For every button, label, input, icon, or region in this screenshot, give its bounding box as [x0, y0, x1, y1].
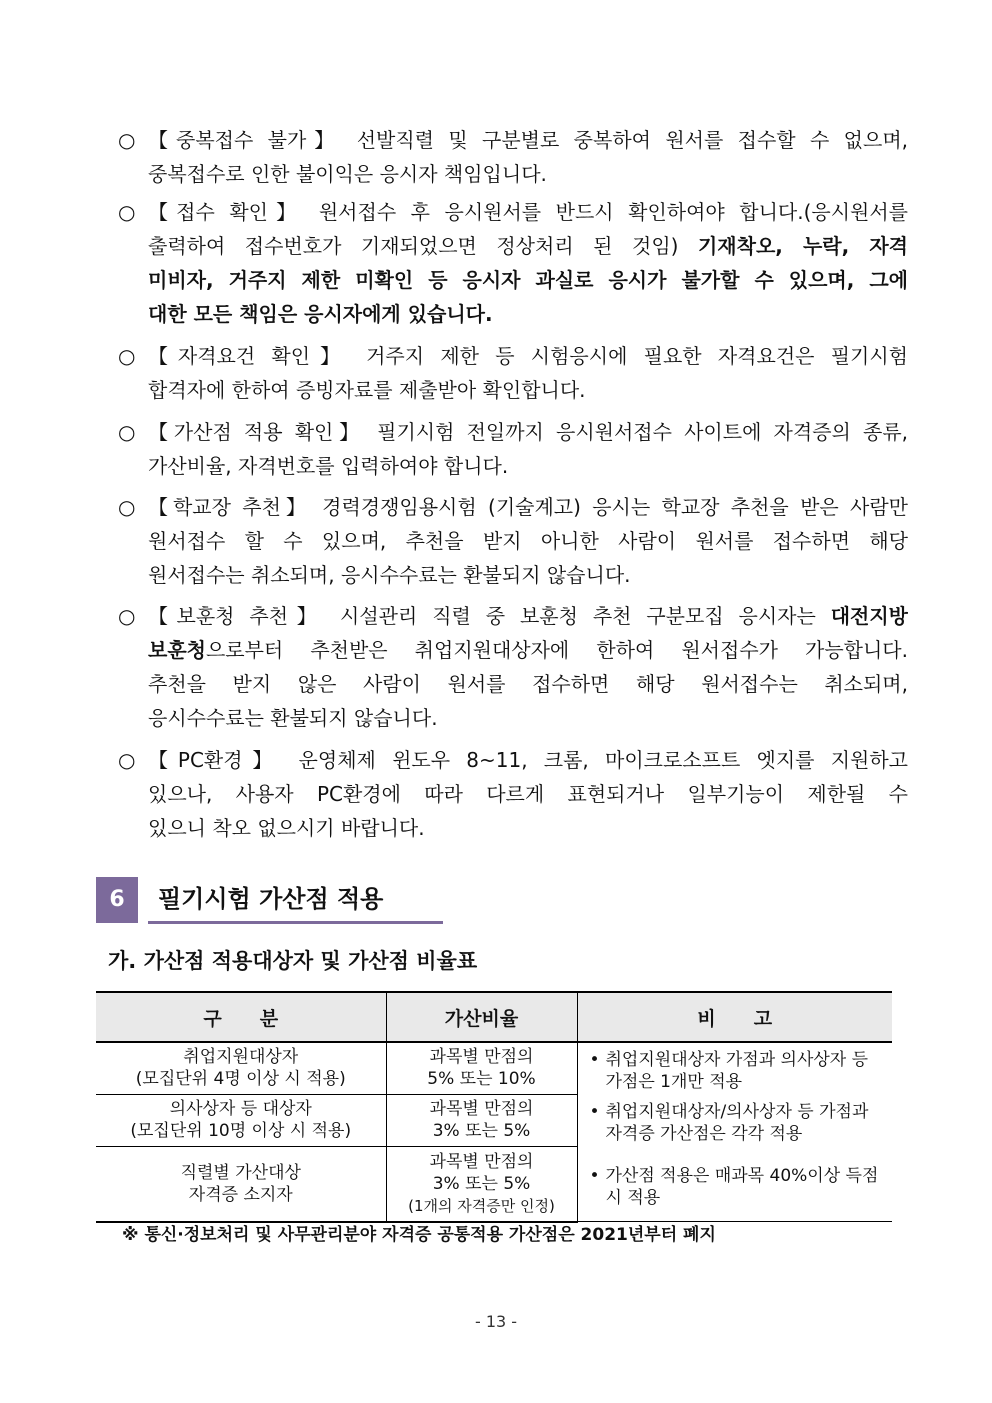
text-run: 합격자에 한하여 증빙자료를 제출받아 확인합니다. [148, 378, 586, 402]
footnote: ※ 통신·정보처리 및 사무관리분야 자격증 공통적용 가산점은 2021년부터 폐지 [122, 1225, 716, 1245]
bullet-circle-icon: ○ [118, 604, 136, 628]
remark-item: • 취업지원대상자/의사상자 등 가점과 자격증 가산점은 각각 적용 [588, 1101, 885, 1145]
text-run: 가산비율, 자격번호를 입력하여야 합니다. [148, 454, 509, 478]
text-line [148, 263, 908, 297]
text-run: 있으나, 사용자 PC환경에 따라 다르게 표현되거나 일부기능이 제한될 수 [148, 782, 908, 806]
text-run: 【중복접수 불가】 선발직렬 및 구분별로 중복하여 원서를 접수할 수 없으며, [148, 128, 908, 152]
remark-item: • 취업지원대상자 가점과 의사상자 등 가점은 1개만 적용 [588, 1049, 885, 1093]
bold-text: 대전지방 [830, 604, 908, 628]
bold-text: 기재착오, 누락, 자격 [697, 234, 908, 258]
text-run: 응시수수료는 환불되지 않습니다. [148, 706, 438, 730]
text-line [148, 599, 908, 633]
table-header-row [96, 992, 892, 1042]
bullet-circle-icon: ○ [118, 200, 136, 224]
text-run: 【PC환경】 운영체제 윈도우 8~11, 크롬, 마이크로소프트 엣지를 지원하고 [148, 748, 908, 772]
rate-cell: 과목별 만점의 3% 또는 5% (1개의 자격증만 인정) [386, 1146, 577, 1222]
remark-item: • 가산점 적용은 매과목 40%이상 득점 시 적용 [588, 1165, 885, 1209]
text-line [148, 558, 908, 592]
subsection-title: 가. 가산점 적용대상자 및 가산점 비율표 [108, 949, 478, 973]
category-cell: 취업지원대상자 (모집단위 4명 이상 시 적용) [96, 1042, 386, 1094]
remarks-cell [577, 1042, 892, 1222]
bullet-circle-icon: ○ [118, 495, 136, 519]
bonus-rate-table [96, 991, 892, 1223]
section-number: 6 [96, 877, 138, 923]
notice-text [148, 743, 908, 845]
bold-text: 대한 모든 책임은 응시자에게 있습니다. [148, 302, 493, 326]
text-line [148, 811, 908, 845]
text-line [148, 524, 908, 558]
header-rate: 가산비율 [386, 992, 577, 1042]
text-line [148, 195, 908, 229]
bold-text: 미비자, 거주지 제한 미확인 등 응시자 과실로 응시가 불가할 수 있으며, 그에 [148, 268, 908, 292]
bullet-circle-icon: ○ [118, 344, 136, 368]
text-line [148, 339, 908, 373]
text-line [148, 490, 908, 524]
text-run: 【자격요건 확인】 거주지 제한 등 시험응시에 필요한 자격요건은 필기시험 [148, 344, 908, 368]
text-line [148, 777, 908, 811]
text-line [148, 229, 908, 263]
rate-cell: 과목별 만점의 5% 또는 10% [386, 1042, 577, 1094]
text-line [148, 667, 908, 701]
text-line [148, 373, 908, 407]
text-line [148, 449, 908, 483]
text-line [148, 633, 908, 667]
text-run: 있으니 착오 없으시기 바랍니다. [148, 816, 425, 840]
header-remarks: 비 고 [577, 992, 892, 1042]
bold-text: 보훈청 [148, 638, 206, 662]
text-run: 【가산점 적용 확인】 필기시험 전일까지 응시원서접수 사이트에 자격증의 종류, [148, 420, 908, 444]
text-line [148, 415, 908, 449]
text-line [148, 157, 908, 191]
notice-text [148, 415, 908, 483]
bullet-circle-icon: ○ [118, 748, 136, 772]
notice-text [148, 123, 908, 191]
notice-text [148, 195, 908, 331]
category-cell: 직렬별 가산대상 자격증 소지자 [96, 1146, 386, 1222]
section-title: 필기시험 가산점 적용 [148, 877, 443, 924]
notice-text [148, 599, 908, 735]
text-line [148, 123, 908, 157]
text-run: 원서접수 할 수 있으며, 추천을 받지 아니한 사람이 원서를 접수하면 해당 [148, 529, 908, 553]
table-row [96, 1042, 892, 1094]
category-cell: 의사상자 등 대상자 (모집단위 10명 이상 시 적용) [96, 1094, 386, 1146]
text-line [148, 743, 908, 777]
bullet-circle-icon: ○ [118, 420, 136, 444]
rate-cell: 과목별 만점의 3% 또는 5% [386, 1094, 577, 1146]
text-run: 으로부터 추천받은 취업지원대상자에 한하여 원서접수가 가능합니다. [205, 638, 908, 662]
text-run: 출력하여 접수번호가 기재되었으면 정상처리 된 것임) [148, 234, 698, 258]
text-run: 【보훈청 추천】 시설관리 직렬 중 보훈청 추천 구분모집 응시자는 [148, 604, 831, 628]
bullet-circle-icon: ○ [118, 128, 136, 152]
page-number: - 13 - [474, 1312, 518, 1331]
text-line [148, 297, 908, 331]
text-run: 【학교장 추천】 경력경쟁임용시험 (기술계고) 응시는 학교장 추천을 받은 사람만 [148, 495, 908, 519]
text-run: 원서접수는 취소되며, 응시수수료는 환불되지 않습니다. [148, 563, 631, 587]
text-line [148, 701, 908, 735]
text-run: 추천을 받지 않은 사람이 원서를 접수하면 해당 원서접수는 취소되며, [148, 672, 908, 696]
text-run: 【접수 확인】 원서접수 후 응시원서를 반드시 확인하여야 합니다.(응시원서를 [148, 200, 908, 224]
header-category: 구 분 [96, 992, 386, 1042]
text-run: 중복접수로 인한 불이익은 응시자 책임입니다. [148, 162, 547, 186]
notice-text [148, 339, 908, 407]
notice-text [148, 490, 908, 592]
